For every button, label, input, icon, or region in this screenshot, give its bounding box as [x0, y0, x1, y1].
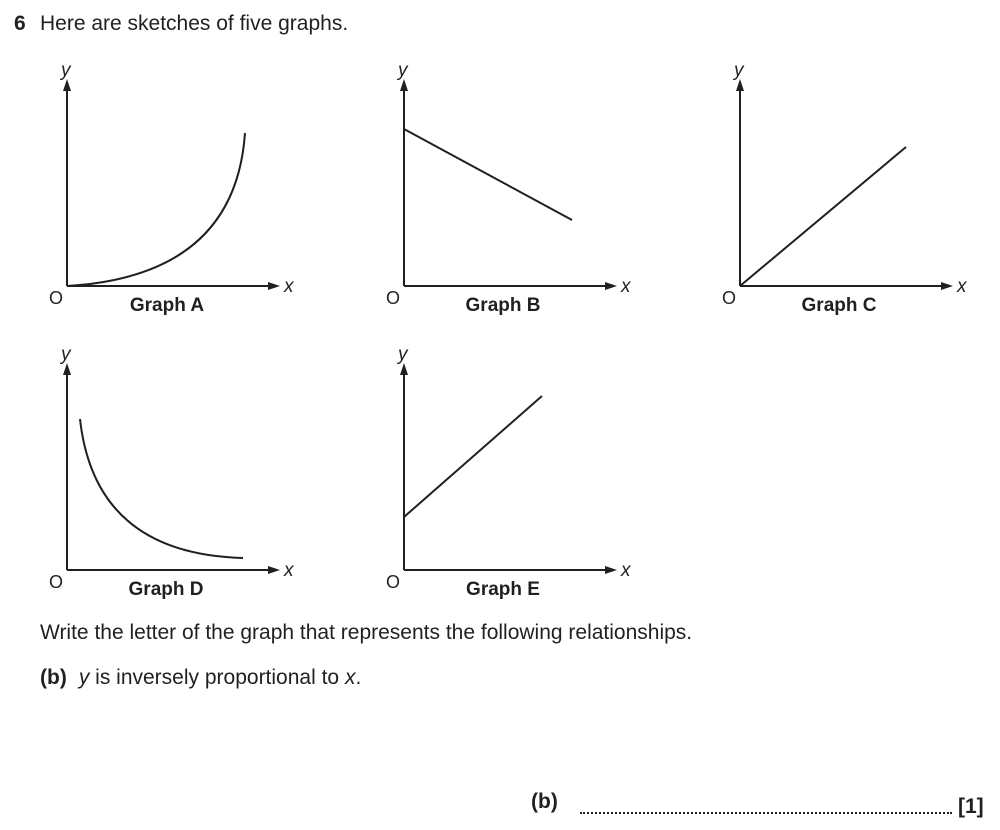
graph-d-curve	[80, 419, 243, 558]
answer-label: (b)	[531, 790, 558, 813]
origin-label: O	[386, 572, 401, 592]
answer-line[interactable]	[580, 812, 952, 814]
x-axis-label: x	[957, 276, 967, 297]
graph-b	[377, 55, 647, 325]
marks-label: [1]	[958, 795, 984, 818]
graph-e-line	[404, 396, 542, 517]
x-axis-label: x	[284, 560, 294, 581]
instruction-text: Write the letter of the graph that represents the following relationships.	[40, 621, 693, 644]
graph-e-caption: Graph E	[466, 579, 540, 600]
part-b-question	[40, 666, 361, 690]
graph-a-curve	[67, 133, 245, 286]
x-axis-label: x	[621, 560, 631, 581]
origin-label: O	[49, 572, 64, 592]
y-axis-label: y	[61, 344, 71, 365]
part-b-text: is inversely proportional to	[89, 666, 345, 689]
part-b-label: (b)	[40, 666, 67, 689]
y-axis-label: y	[398, 60, 408, 81]
graph-a	[40, 55, 310, 325]
x-axis-arrow	[268, 282, 280, 290]
x-axis-arrow	[605, 282, 617, 290]
part-b-text-end: .	[355, 666, 362, 689]
y-axis-label: y	[61, 60, 71, 81]
graph-c	[713, 55, 983, 325]
origin-label: O	[386, 288, 401, 308]
question-number: 6	[14, 12, 26, 35]
origin-label: O	[722, 288, 737, 308]
y-axis-label: y	[398, 344, 408, 365]
graph-e	[377, 339, 647, 609]
graph-c-caption: Graph C	[801, 295, 877, 316]
origin-label: O	[49, 288, 64, 308]
question-text: Here are sketches of five graphs.	[40, 12, 349, 35]
x-axis-label: x	[621, 276, 631, 297]
x-axis-label: x	[284, 276, 294, 297]
y-axis-label: y	[734, 60, 744, 81]
graph-a-caption: Graph A	[129, 295, 205, 316]
x-axis-arrow	[268, 566, 280, 574]
graph-d-caption: Graph D	[128, 579, 204, 600]
graph-c-line	[740, 147, 906, 286]
graph-b-caption: Graph B	[465, 295, 541, 316]
x-axis-arrow	[605, 566, 617, 574]
graph-b-line	[404, 129, 572, 220]
part-b-var-x: x	[344, 666, 356, 689]
x-axis-arrow	[941, 282, 953, 290]
graph-d	[40, 339, 310, 609]
part-b-var-y: y	[78, 666, 90, 689]
